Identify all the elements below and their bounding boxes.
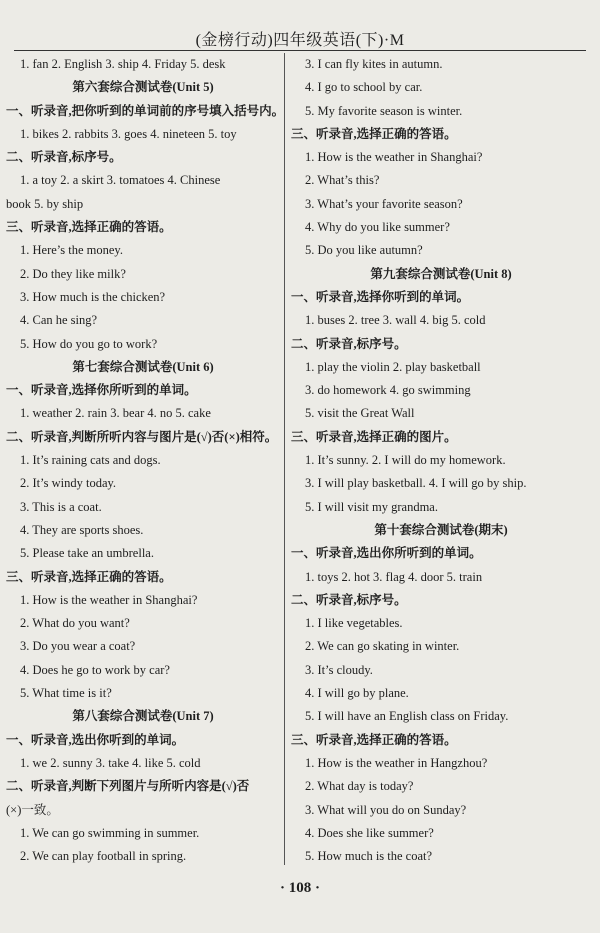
answer-line: 4. Can he sing? (20, 313, 98, 328)
answer-line: 5. What time is it? (20, 686, 112, 701)
answer-line: 2. We can play football in spring. (20, 849, 187, 864)
answer-line: 5. I will visit my grandma. (305, 499, 438, 514)
answer-line: 2. Do they like milk? (20, 266, 126, 281)
test-title: 第六套综合测试卷(Unit 5) (72, 80, 214, 95)
answer-line: 5. Please take an umbrella. (20, 546, 154, 561)
test-title: 第九套综合测试卷(Unit 8) (370, 266, 512, 281)
answer-line: 3. What’s your favorite season? (305, 196, 463, 211)
answer-line: 5. visit the Great Wall (305, 406, 415, 421)
test-title: 第十套综合测试卷(期末) (374, 522, 508, 537)
answer-line: 1. I like vegetables. (305, 616, 403, 631)
column-divider (284, 53, 285, 865)
left-column (6, 53, 285, 870)
answer-line-continued: (×)一致。 (6, 802, 59, 817)
answer-line: 4. I will go by plane. (305, 686, 409, 701)
answer-line: 4. I go to school by car. (305, 80, 423, 95)
section-heading: 一、听录音,选出你所听到的单词。 (291, 546, 482, 561)
section-heading: 二、听录音,判断所听内容与图片是(√)否(×)相符。 (6, 429, 278, 444)
answer-line: 1. Here’s the money. (20, 243, 123, 258)
section-heading: 三、听录音,选择正确的图片。 (291, 429, 457, 444)
page-header-title: (金榜行动)四年级英语(下)·M (195, 32, 405, 49)
answer-line: 2. What day is today? (305, 779, 414, 794)
answer-line: 1. a toy 2. a skirt 3. tomatoes 4. Chinese (20, 173, 221, 188)
section-heading: 三、听录音,选择正确的答语。 (291, 126, 457, 141)
answer-line: 5. How do you go to work? (20, 336, 158, 351)
answer-line: 3. What will you do on Sunday? (305, 802, 467, 817)
answer-line: 5. I will have an English class on Friday. (305, 709, 509, 724)
section-heading: 二、听录音,标序号。 (291, 336, 407, 351)
test-title: 第七套综合测试卷(Unit 6) (72, 359, 214, 374)
answer-line: 1. weather 2. rain 3. bear 4. no 5. cake (20, 406, 211, 421)
answer-line: 1. How is the weather in Shanghai? (305, 150, 483, 165)
answer-line: 3. do homework 4. go swimming (305, 383, 471, 398)
answer-line: 1. toys 2. hot 3. flag 4. door 5. train (305, 569, 483, 584)
section-heading: 三、听录音,选择正确的答语。 (6, 569, 172, 584)
answer-line: 4. Why do you like summer? (305, 220, 450, 235)
answer-line: 3. This is a coat. (20, 499, 102, 514)
answer-line: 1. bikes 2. rabbits 3. goes 4. nineteen 5. toy (20, 126, 237, 141)
section-heading: 一、听录音,选择你听到的单词。 (291, 289, 470, 304)
header-rule (14, 50, 586, 51)
answer-line: 4. Does he go to work by car? (20, 662, 170, 677)
answer-line: 1. buses 2. tree 3. wall 4. big 5. cold (305, 313, 486, 328)
answer-line: 5. How much is the coat? (305, 849, 433, 864)
answer-line: 5. Do you like autumn? (305, 243, 423, 258)
section-heading: 三、听录音,选择正确的答语。 (6, 220, 172, 235)
answer-line: 5. My favorite season is winter. (305, 103, 463, 118)
answer-line: 3. How much is the chicken? (20, 289, 166, 304)
answer-line: 1. we 2. sunny 3. take 4. like 5. cold (20, 755, 201, 770)
answer-line-continued: book 5. by ship (6, 196, 84, 211)
answer-line: 1. How is the weather in Hangzhou? (305, 755, 488, 770)
section-heading: 二、听录音,标序号。 (291, 592, 407, 607)
page-number: · 108 · (279, 880, 320, 896)
answer-line: 2. What do you want? (20, 616, 130, 631)
answer-line: 3. Do you wear a coat? (20, 639, 136, 654)
answer-line: 3. I can fly kites in autumn. (305, 57, 443, 71)
answer-line: 1. How is the weather in Shanghai? (20, 592, 198, 607)
section-heading: 三、听录音,选择正确的答语。 (291, 732, 457, 747)
answer-line: 2. What’s this? (305, 173, 380, 188)
answer-line: 1. It’s sunny. 2. I will do my homework. (305, 453, 506, 468)
answer-line: 2. It’s windy today. (20, 476, 117, 491)
answer-line: 3. It’s cloudy. (305, 662, 373, 677)
section-heading: 一、听录音,选出你听到的单词。 (6, 732, 185, 747)
answer-line: 3. I will play basketball. 4. I will go by ship. (305, 476, 527, 491)
answer-line: 4. Does she like summer? (305, 825, 434, 840)
section-heading: 一、听录音,选择你所听到的单词。 (6, 383, 197, 398)
answer-line: 4. They are sports shoes. (20, 522, 144, 537)
section-heading: 一、听录音,把你听到的单词前的序号填入括号内。 (6, 103, 285, 118)
answer-line: 1. play the violin 2. play basketball (305, 359, 481, 374)
test-title: 第八套综合测试卷(Unit 7) (72, 709, 214, 724)
answer-line: 1. It’s raining cats and dogs. (20, 453, 161, 468)
answer-line: 2. We can go skating in winter. (305, 639, 460, 654)
section-heading: 二、听录音,标序号。 (6, 150, 122, 165)
right-column (291, 53, 591, 870)
section-heading: 二、听录音,判断下列图片与所听内容是(√)否 (6, 779, 250, 794)
answer-line: 1. We can go swimming in summer. (20, 825, 200, 840)
answer-line: 1. fan 2. English 3. ship 4. Friday 5. desk (20, 57, 226, 71)
